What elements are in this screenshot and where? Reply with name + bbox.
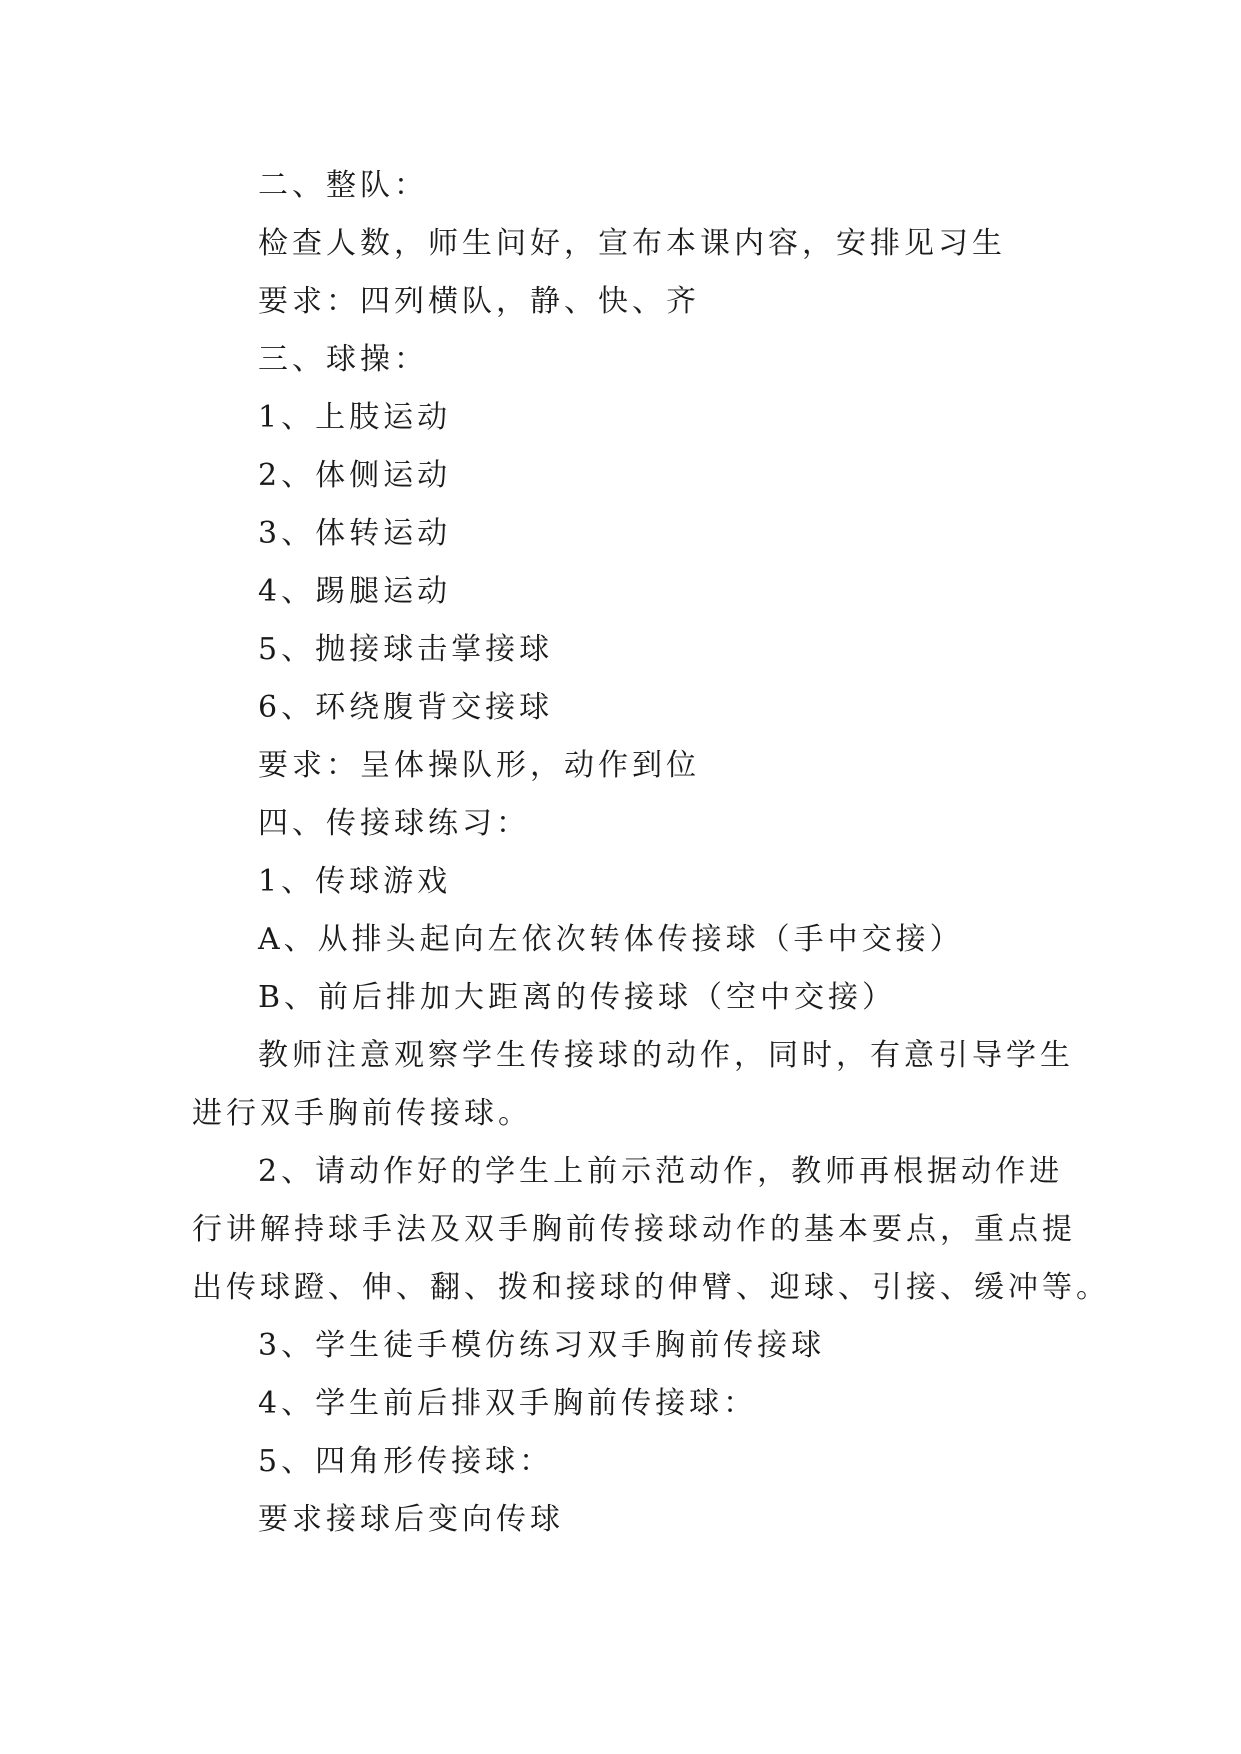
paragraph-line: 行讲解持球手法及双手胸前传接球动作的基本要点，重点提 — [192, 1212, 1076, 1247]
section-heading-lineup: 二、整队： — [258, 168, 428, 203]
section-heading-ball-exercise: 三、球操： — [258, 342, 428, 377]
list-item: A、从排头起向左依次转体传接球（手中交接） — [258, 922, 964, 957]
paragraph-line: 要求：呈体操队形，动作到位 — [258, 748, 700, 783]
list-item: 3、学生徒手模仿练习双手胸前传接球 — [258, 1328, 826, 1363]
paragraph-line: 教师注意观察学生传接球的动作，同时，有意引导学生 — [258, 1038, 1074, 1073]
list-item: 1、传球游戏 — [258, 864, 452, 899]
section-heading-passing-practice: 四、传接球练习： — [258, 806, 530, 841]
paragraph-line: 2、请动作好的学生上前示范动作，教师再根据动作进 — [258, 1154, 1064, 1189]
paragraph-line: 检查人数，师生问好，宣布本课内容，安排见习生 — [258, 226, 1006, 261]
paragraph-line: 进行双手胸前传接球。 — [192, 1096, 532, 1131]
paragraph-line: 出传球蹬、伸、翻、拨和接球的伸臂、迎球、引接、缓冲等。 — [192, 1270, 1110, 1305]
list-item: 2、体侧运动 — [258, 458, 452, 493]
list-item: 5、四角形传接球： — [258, 1444, 554, 1479]
paragraph-line: 要求：四列横队，静、快、齐 — [258, 284, 700, 319]
paragraph-line: 要求接球后变向传球 — [258, 1502, 564, 1537]
list-item: 1、上肢运动 — [258, 400, 452, 435]
list-item: 5、抛接球击掌接球 — [258, 632, 554, 667]
list-item: 6、环绕腹背交接球 — [258, 690, 554, 725]
list-item: 3、体转运动 — [258, 516, 452, 551]
list-item: B、前后排加大距离的传接球（空中交接） — [258, 980, 897, 1015]
list-item: 4、学生前后排双手胸前传接球： — [258, 1386, 758, 1421]
list-item: 4、踢腿运动 — [258, 574, 452, 609]
